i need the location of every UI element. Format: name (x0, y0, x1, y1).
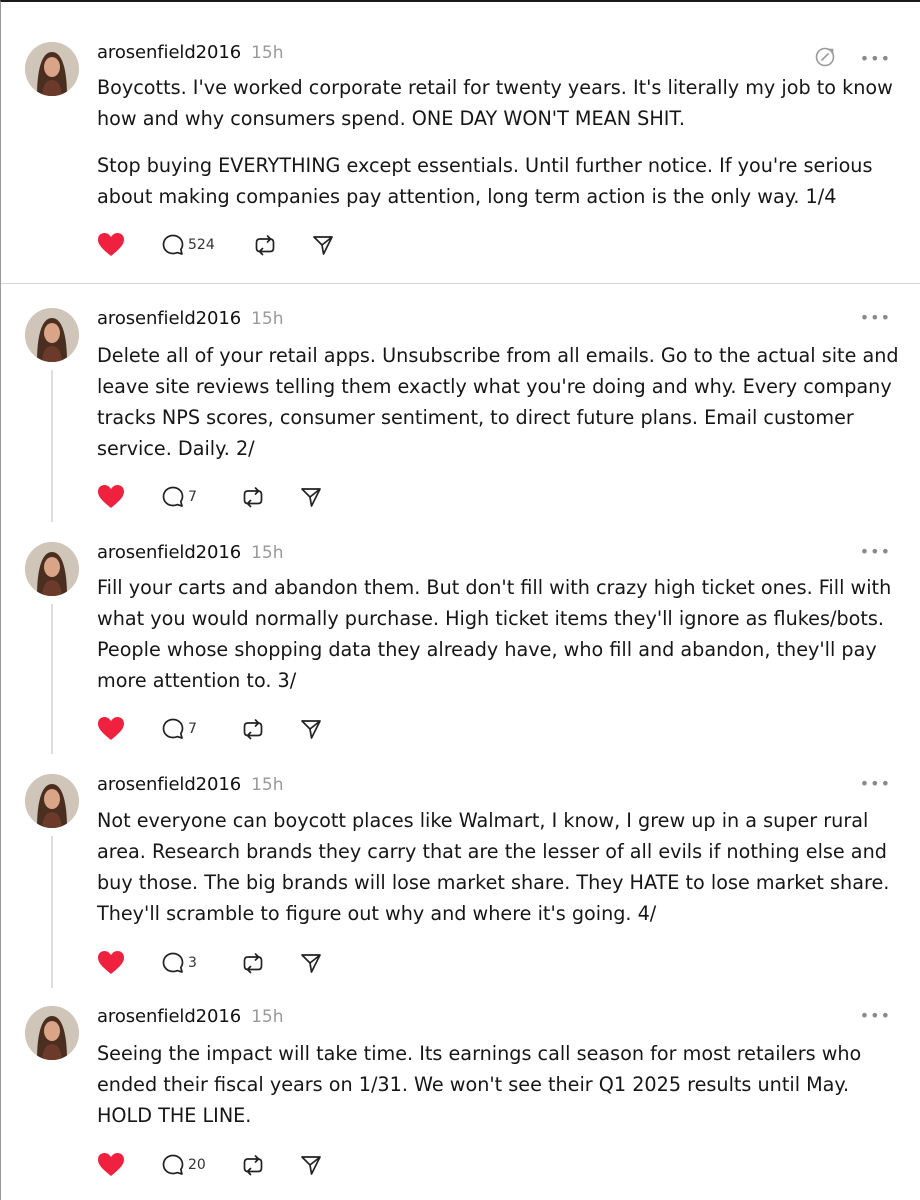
avatar[interactable] (25, 542, 79, 596)
post-header (97, 42, 283, 70)
more-options-icon[interactable]: ••• (859, 49, 891, 68)
more-options-icon[interactable]: ••• (859, 1006, 891, 1025)
post-actions (97, 950, 323, 976)
comment-icon (161, 717, 185, 741)
post-body (97, 72, 909, 212)
like-button[interactable] (97, 232, 161, 258)
post-2 (1, 308, 920, 518)
comment-icon (161, 951, 185, 975)
post-paragraph: Boycotts. I've worked corporate retail for twenty years. It's literally my job to know how and why consumers spend. ONE DAY WON'T MEAN SHIT. (97, 76, 893, 130)
reply-button[interactable] (161, 484, 241, 510)
timestamp: 15h (251, 543, 284, 563)
more-options-icon[interactable]: ••• (859, 542, 891, 561)
comment-icon (161, 233, 185, 257)
post-actions (97, 716, 323, 742)
repost-button[interactable] (241, 950, 299, 976)
repost-icon (241, 1153, 265, 1177)
reply-count: 7 (188, 721, 197, 737)
share-button[interactable] (299, 950, 323, 976)
repost-button[interactable] (241, 1152, 299, 1178)
repost-icon (241, 951, 265, 975)
post-paragraph: Fill your carts and abandon them. But don't fill with crazy high ticket ones. Fill with what you would normally purchase. High ticket items they'll ignore as flukes/bots. People whose shopping data they already have, who fill and abandon, they'll pay more attention to. 3/ (97, 576, 892, 692)
post-header-actions (859, 308, 891, 327)
reply-count: 20 (188, 1157, 206, 1173)
reply-button[interactable] (161, 950, 241, 976)
timestamp: 15h (251, 43, 284, 63)
post-header (97, 308, 283, 336)
avatar[interactable] (25, 774, 79, 828)
timestamp: 15h (251, 309, 284, 329)
timestamp: 15h (251, 775, 284, 795)
reply-count: 524 (188, 237, 215, 253)
heart-icon (97, 716, 125, 742)
repost-icon (241, 485, 265, 509)
reply-button[interactable] (161, 232, 253, 258)
thread-line (51, 370, 53, 522)
heart-icon (97, 484, 125, 510)
post-actions (97, 484, 323, 510)
more-options-icon[interactable]: ••• (859, 774, 891, 793)
share-icon (311, 233, 335, 257)
repost-button[interactable] (241, 716, 299, 742)
avatar[interactable] (25, 1006, 79, 1060)
post-body (97, 805, 909, 929)
like-button[interactable] (97, 484, 161, 510)
avatar[interactable] (25, 308, 79, 362)
username[interactable]: arosenfield2016 (97, 42, 242, 63)
share-icon (299, 717, 323, 741)
share-icon (299, 951, 323, 975)
divider (1, 283, 920, 284)
repost-button[interactable] (241, 484, 299, 510)
post-header-actions (814, 46, 891, 72)
share-icon (299, 485, 323, 509)
post-body (97, 572, 909, 696)
share-button[interactable] (299, 484, 323, 510)
post-paragraph: Seeing the impact will take time. Its earnings call season for most retailers who ended their fiscal years on 1/31. We won't see their Q1 2025 results until May. HOLD THE LINE. (97, 1042, 862, 1127)
post-header (97, 774, 283, 802)
heart-icon (97, 950, 125, 976)
post-actions (97, 232, 335, 258)
username[interactable]: arosenfield2016 (97, 774, 242, 795)
post-1 (1, 42, 920, 262)
post-5 (1, 1006, 920, 1196)
post-actions (97, 1152, 323, 1178)
share-button[interactable] (299, 716, 323, 742)
like-button[interactable] (97, 716, 161, 742)
reply-button[interactable] (161, 1152, 241, 1178)
repost-button[interactable] (253, 232, 311, 258)
avatar[interactable] (25, 42, 79, 96)
reply-button[interactable] (161, 716, 241, 742)
repost-icon (253, 233, 277, 257)
thread-line (51, 604, 53, 754)
username[interactable]: arosenfield2016 (97, 308, 242, 329)
comment-icon (161, 485, 185, 509)
post-header-actions (859, 542, 891, 561)
share-icon (299, 1153, 323, 1177)
like-button[interactable] (97, 1152, 161, 1178)
heart-icon (97, 232, 125, 258)
share-button[interactable] (311, 232, 335, 258)
post-paragraph: Delete all of your retail apps. Unsubscribe from all emails. Go to the actual site and leave site reviews telling them exactly what you're doing and why. Every company tracks NPS scores, consumer sentiment, to direct future plans. Email customer service. Daily. 2/ (97, 344, 899, 460)
post-body (97, 1038, 909, 1131)
post-body (97, 340, 909, 464)
heart-icon (97, 1152, 125, 1178)
repost-icon (241, 717, 265, 741)
comment-icon (161, 1153, 185, 1177)
post-paragraph: Not everyone can boycott places like Walmart, I know, I grew up in a super rural area. Research brands they carry that are the lesser of all evils if nothing else and buy those. The big brands will lose market share. They HATE to lose market share. They'll scramble to figure out why and where it's going. 4/ (97, 809, 890, 925)
reply-count: 7 (188, 489, 197, 505)
username[interactable]: arosenfield2016 (97, 1006, 242, 1027)
like-button[interactable] (97, 950, 161, 976)
post-3 (1, 542, 920, 752)
post-paragraph: Stop buying EVERYTHING except essentials. Until further notice. If you're serious about making companies pay attention, long term action is the only way. 1/4 (97, 154, 873, 208)
post-header (97, 542, 283, 570)
share-button[interactable] (299, 1152, 323, 1178)
post-header-actions (859, 774, 891, 793)
post-header (97, 1006, 283, 1034)
verify-badge-icon[interactable] (814, 46, 836, 72)
username[interactable]: arosenfield2016 (97, 542, 242, 563)
timestamp: 15h (251, 1007, 284, 1027)
thread-line (51, 836, 53, 988)
post-4 (1, 774, 920, 984)
reply-count: 3 (188, 955, 197, 971)
more-options-icon[interactable]: ••• (859, 308, 891, 327)
post-header-actions (859, 1006, 891, 1025)
